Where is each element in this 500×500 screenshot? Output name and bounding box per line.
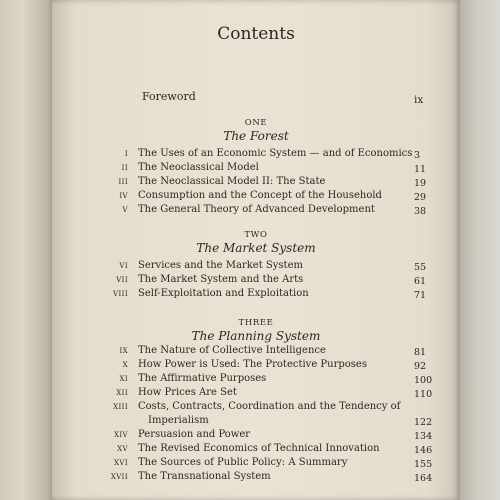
toc-entry: [52, 359, 460, 373]
toc-entry: [52, 457, 460, 471]
chapter-numeral: XIII: [113, 403, 128, 411]
chapter-numeral: IV: [119, 192, 128, 200]
contents-page: [52, 0, 460, 500]
chapter-title: The Uses of an Economic System — and of Economics: [138, 148, 413, 159]
chapter-title-continuation: Imperialism: [148, 415, 209, 426]
chapter-page: 122: [414, 417, 433, 428]
chapter-title: The Market System and the Arts: [138, 274, 304, 285]
chapter-page: 81: [414, 347, 427, 358]
chapter-title: The Sources of Public Policy: A Summary: [138, 457, 348, 468]
toc-entry: [52, 190, 460, 204]
part-three-title: The Planning System: [191, 329, 321, 343]
toc-entry: [52, 345, 460, 359]
chapter-page: 38: [414, 206, 427, 217]
chapter-title: Self-Exploitation and Exploitation: [138, 288, 309, 299]
toc-entry: [52, 373, 460, 387]
part-two-title: The Market System: [196, 241, 316, 255]
chapter-page: 134: [414, 431, 433, 442]
chapter-title: How Power is Used: The Protective Purposes: [138, 359, 367, 370]
toc-entry: [52, 443, 460, 457]
chapter-page: 92: [414, 361, 427, 372]
chapter-page: 19: [414, 178, 427, 189]
chapter-numeral: VI: [119, 262, 128, 270]
chapter-page: 71: [414, 290, 427, 301]
part-two-number: TWO: [244, 230, 268, 240]
chapter-numeral: XIV: [113, 431, 128, 439]
toc-entry: [52, 176, 460, 190]
chapter-page: 146: [414, 445, 433, 456]
chapter-title: The Neoclassical Model II: The State: [138, 176, 326, 187]
chapter-title: Persuasion and Power: [138, 429, 251, 440]
toc-entry: [52, 162, 460, 176]
toc-entry: [52, 204, 460, 218]
chapter-title: The Neoclassical Model: [138, 162, 259, 173]
toc-entry: [52, 148, 460, 162]
chapter-page: 61: [414, 276, 427, 287]
chapter-title: The Affirmative Purposes: [138, 373, 267, 384]
chapter-page: 110: [414, 389, 433, 400]
chapter-numeral: V: [122, 206, 128, 214]
chapter-page: 55: [414, 262, 427, 273]
chapter-title: Costs, Contracts, Coordination and the Tendency of: [138, 401, 401, 412]
book-spine-shadow: [0, 0, 56, 500]
chapter-numeral: VII: [116, 276, 128, 284]
foreword-label: Foreword: [142, 90, 196, 103]
chapter-page: 29: [414, 192, 427, 203]
toc-entry-continuation: [52, 415, 460, 429]
toc-entry: [52, 274, 460, 288]
toc-entry: [52, 401, 460, 415]
chapter-numeral: X: [122, 361, 128, 369]
chapter-title: The Revised Economics of Technical Innovation: [138, 443, 380, 454]
toc-entry: [52, 387, 460, 401]
chapter-numeral: IX: [119, 347, 128, 355]
chapter-numeral: III: [118, 178, 128, 186]
part-one-number: ONE: [244, 118, 268, 128]
part-three-number: THREE: [238, 318, 274, 328]
chapter-title: Services and the Market System: [138, 260, 303, 271]
chapter-numeral: XI: [119, 375, 128, 383]
background-surface: [460, 0, 500, 500]
toc-entry: [52, 288, 460, 302]
page-title: Contents: [217, 24, 295, 44]
chapter-numeral: II: [121, 164, 128, 172]
chapter-title: How Prices Are Set: [138, 387, 237, 398]
chapter-title: The Transnational System: [138, 471, 271, 482]
chapter-page: 3: [414, 150, 421, 161]
chapter-numeral: XII: [116, 389, 128, 397]
chapter-page: 155: [414, 459, 433, 470]
chapter-numeral: VIII: [113, 290, 128, 298]
chapter-title: The Nature of Collective Intelligence: [138, 345, 326, 356]
chapter-page: 11: [414, 164, 427, 175]
chapter-numeral: XVII: [110, 473, 128, 481]
toc-entry: [52, 260, 460, 274]
toc-entry: [52, 471, 460, 485]
chapter-numeral: I: [124, 150, 128, 158]
foreword-page-number: ix: [414, 94, 424, 106]
chapter-title: Consumption and the Concept of the Household: [138, 190, 382, 201]
chapter-page: 164: [414, 473, 433, 484]
chapter-title: The General Theory of Advanced Development: [138, 204, 375, 215]
chapter-numeral: XV: [117, 445, 128, 453]
chapter-page: 100: [414, 375, 433, 386]
toc-entry: [52, 429, 460, 443]
chapter-numeral: XVI: [113, 459, 128, 467]
part-one-title: The Forest: [223, 129, 289, 143]
